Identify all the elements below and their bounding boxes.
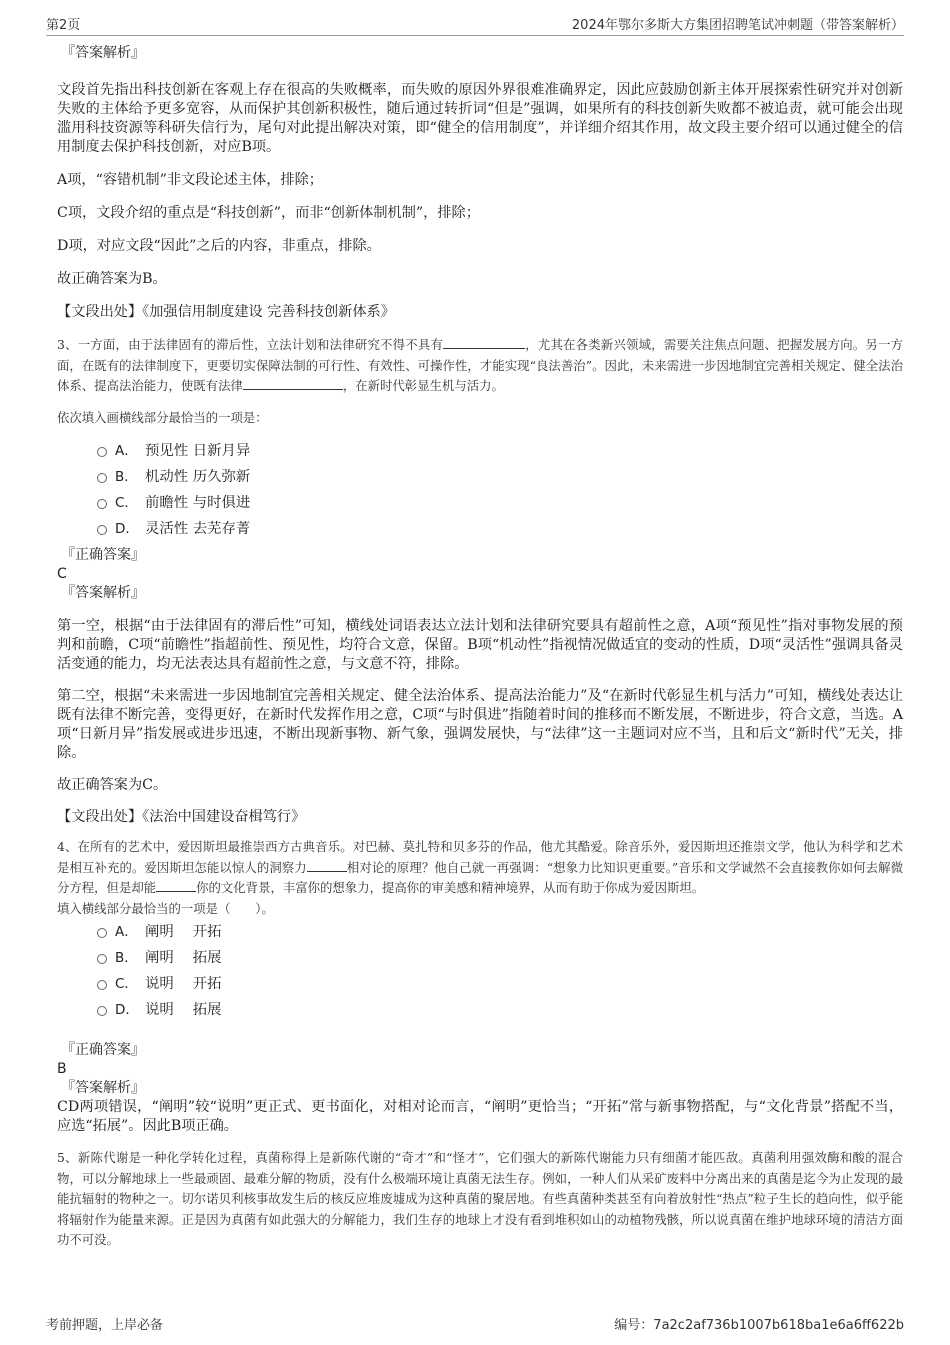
analysis-paragraph: CD两项错误，“阐明”较“说明”更正式、更书面化，对相对论而言，“阐明”更恰当；“开拓”常与新事物搭配，与“文化背景”搭配不当，应选“拓展”。因此B项正确。 [57, 1099, 903, 1134]
radio-icon[interactable] [97, 525, 107, 535]
option-letter: B． [115, 469, 138, 485]
radio-icon[interactable] [97, 447, 107, 457]
option-letter: A． [115, 924, 138, 940]
option-text: 阐明 拓展 [145, 950, 222, 966]
question-4-stem-part1: 4、在所有的艺术中，爱因斯坦最推崇西方古典音乐。对巴赫、莫扎特和贝多芬的作品，他尤其酷爱。除音乐外，爱因斯坦还推崇文学，他认为科学和艺术是相互补充的。爱因斯坦怎能以惊人的洞察力 [57, 839, 903, 875]
analysis-label: 『答案解析』 [61, 585, 145, 601]
question-3-prompt: 依次填入画横线部分最恰当的一项是： [57, 409, 268, 425]
option-d[interactable] [97, 997, 903, 1023]
correct-answer: B [57, 1061, 67, 1077]
option-text: 预见性 日新月异 [145, 443, 251, 459]
option-d[interactable] [97, 516, 903, 542]
option-text: 说明 拓展 [145, 1002, 222, 1018]
document-code: 编号：7a2c2af736b1007b618ba1e6a6ff622b [614, 1318, 904, 1333]
option-text: 机动性 历久弥新 [145, 469, 251, 485]
correct-answer: C [57, 566, 67, 582]
correct-answer-label: 『正确答案』 [61, 547, 145, 563]
fill-blank [156, 881, 196, 892]
analysis-paragraph: 文段首先指出科技创新在客观上存在很高的失败概率，而失败的原因外界很难准确界定，因此应鼓励创新主体开展探索性研究并对创新失败的主体给予更多宽容，从而保护其创新积极性，随后通过转折词“但是”强调，如果所有的科技创新失败都不被追责，就可能会出现滥用科技资源等科研失信行为，尾句对此提出解决对策，即“健全的信用制度”，并详细介绍其作用，故文段主要介绍可以通过健全的信用制度去保护科技创新，对应B项。 [57, 82, 903, 155]
radio-icon[interactable] [97, 980, 107, 990]
option-letter: C． [115, 495, 138, 511]
correct-answer-label: 『正确答案』 [61, 1042, 145, 1058]
option-b[interactable] [97, 945, 903, 971]
question-4-stem-part3: 你的文化背景，丰富你的想象力，提高你的审美感和精神境界，从而有助于你成为爱因斯坦。 [196, 880, 705, 895]
option-c[interactable] [97, 971, 903, 997]
option-text: 前瞻性 与时俱进 [145, 495, 251, 511]
conclusion: 故正确答案为C。 [57, 777, 168, 793]
radio-icon[interactable] [97, 499, 107, 509]
radio-icon[interactable] [97, 954, 107, 964]
passage-source: 【文段出处】《加强信用制度建设 完善科技创新体系》 [57, 304, 395, 320]
page-number: 第2页 [46, 18, 81, 33]
analysis-option-d: D项，对应文段“因此”之后的内容，非重点，排除。 [57, 238, 381, 254]
option-letter: B． [115, 950, 138, 966]
option-text: 灵活性 去芜存菁 [145, 521, 251, 537]
question-5-stem: 5、新陈代谢是一种化学转化过程，真菌称得上是新陈代谢的“奇才”和“怪才”，它们强大的新陈代谢能力只有细菌才能匹敌。真菌利用强效酶和酸的混合物，可以分解地球上一些最顽固、最难分解的物质，没有什么极端环境让真菌无法生存。例如，一种人们从采矿废料中分离出来的真菌是迄今为止发现的最能抗辐射的物种之一。切尔诺贝利核事故发生后的核反应堆废墟成为这种真菌的聚居地。有些真菌种类甚至有向着放射性“热点”粒子生长的趋向性，似乎能将辐射作为能量来源。正是因为真菌有如此强大的分解能力，我们生存的地球上才没有看到堆积如山的动植物残骸，所以说真菌在维护地球环境的清洁方面功不可没。 [57, 1150, 903, 1247]
question-3-stem-part2: ，尤其在各类新兴领域，需要关注焦点问题、把握发展方向。另一方面，在既有的法律制度下，更要切实保障法制的可行性、有效性、可操作性，才能实现“良法善治”。因此，未来需进一步因地制宜完善相关规定、健全法治体系、提高法治能力，使既有法律 [57, 337, 903, 393]
fill-blank [443, 338, 525, 349]
passage-source: 【文段出处】《法治中国建设奋楫笃行》 [57, 809, 306, 825]
footer-slogan: 考前押题，上岸必备 [46, 1318, 164, 1333]
option-text: 阐明 开拓 [145, 924, 222, 940]
question-3-stem-part1: 3、一方面，由于法律固有的滞后性，立法计划和法律研究不得不具有 [57, 337, 444, 352]
option-letter: D． [115, 521, 139, 537]
question-4-stem [57, 837, 903, 899]
conclusion: 故正确答案为B。 [57, 271, 167, 287]
radio-icon[interactable] [97, 928, 107, 938]
question-4-prompt: 填入横线部分最恰当的一项是（ ）。 [57, 900, 274, 916]
page-header [46, 13, 904, 36]
analysis-label: 『答案解析』 [61, 45, 145, 61]
option-letter: A． [115, 443, 138, 459]
option-a[interactable] [97, 919, 903, 945]
analysis-paragraph-2: 第二空，根据“未来需进一步因地制宜完善相关规定、健全法治体系、提高法治能力”及“在新时代彰显生机与活力”可知，横线处表达让既有法律不断完善，变得更好，在新时代发挥作用之意，C项“与时俱进”指随着时间的推移而不断发展，不断进步，符合文意，当选。A项“日新月异”指发展或进步迅速，不断出现新事物、新气象，强调发展快，与“法律”这一主题词对应不当，且和后文“新时代”无关，排除。 [57, 688, 903, 761]
question-4-stem-part2: 相对论的原理？他自己就一再强调：“想象力比知识更重要。”音乐和文学诚然不会直接教你如何去解微分方程，但是却能 [57, 859, 904, 895]
question-3-stem [57, 335, 903, 397]
option-letter: C． [115, 976, 138, 992]
document-title: 2024年鄂尔多斯大方集团招聘笔试冲刺题（带答案解析） [571, 18, 904, 33]
option-text: 说明 开拓 [145, 976, 222, 992]
analysis-option-c: C项，文段介绍的重点是“科技创新”，而非“创新体制机制”，排除； [57, 205, 480, 221]
analysis-option-a: A项，“容错机制”非文段论述主体，排除； [57, 172, 323, 188]
page-content [57, 44, 903, 1251]
radio-icon[interactable] [97, 473, 107, 483]
fill-blank [307, 861, 347, 872]
option-b[interactable] [97, 464, 903, 490]
question-3-stem-part3: ，在新时代彰显生机与活力。 [342, 378, 504, 393]
question-3-options [97, 438, 903, 542]
option-c[interactable] [97, 490, 903, 516]
analysis-paragraph-1: 第一空，根据“由于法律固有的滞后性”可知，横线处词语表达立法计划和法律研究要具有超前性之意，A项“预见性”指对事物发展的预判和前瞻，C项“前瞻性”指超前性、预见性，均符合文意，保留。B项“机动性”指视情况做适宜的变动的性质，D项“灵活性”强调具备灵活变通的能力，均无法表达具有超前性之意，与文意不符，排除。 [57, 618, 903, 672]
fill-blank [243, 379, 343, 390]
analysis-label: 『答案解析』 [61, 1080, 145, 1096]
radio-icon[interactable] [97, 1006, 107, 1016]
option-a[interactable] [97, 438, 903, 464]
option-letter: D． [115, 1002, 139, 1018]
question-4-options [97, 919, 903, 1023]
